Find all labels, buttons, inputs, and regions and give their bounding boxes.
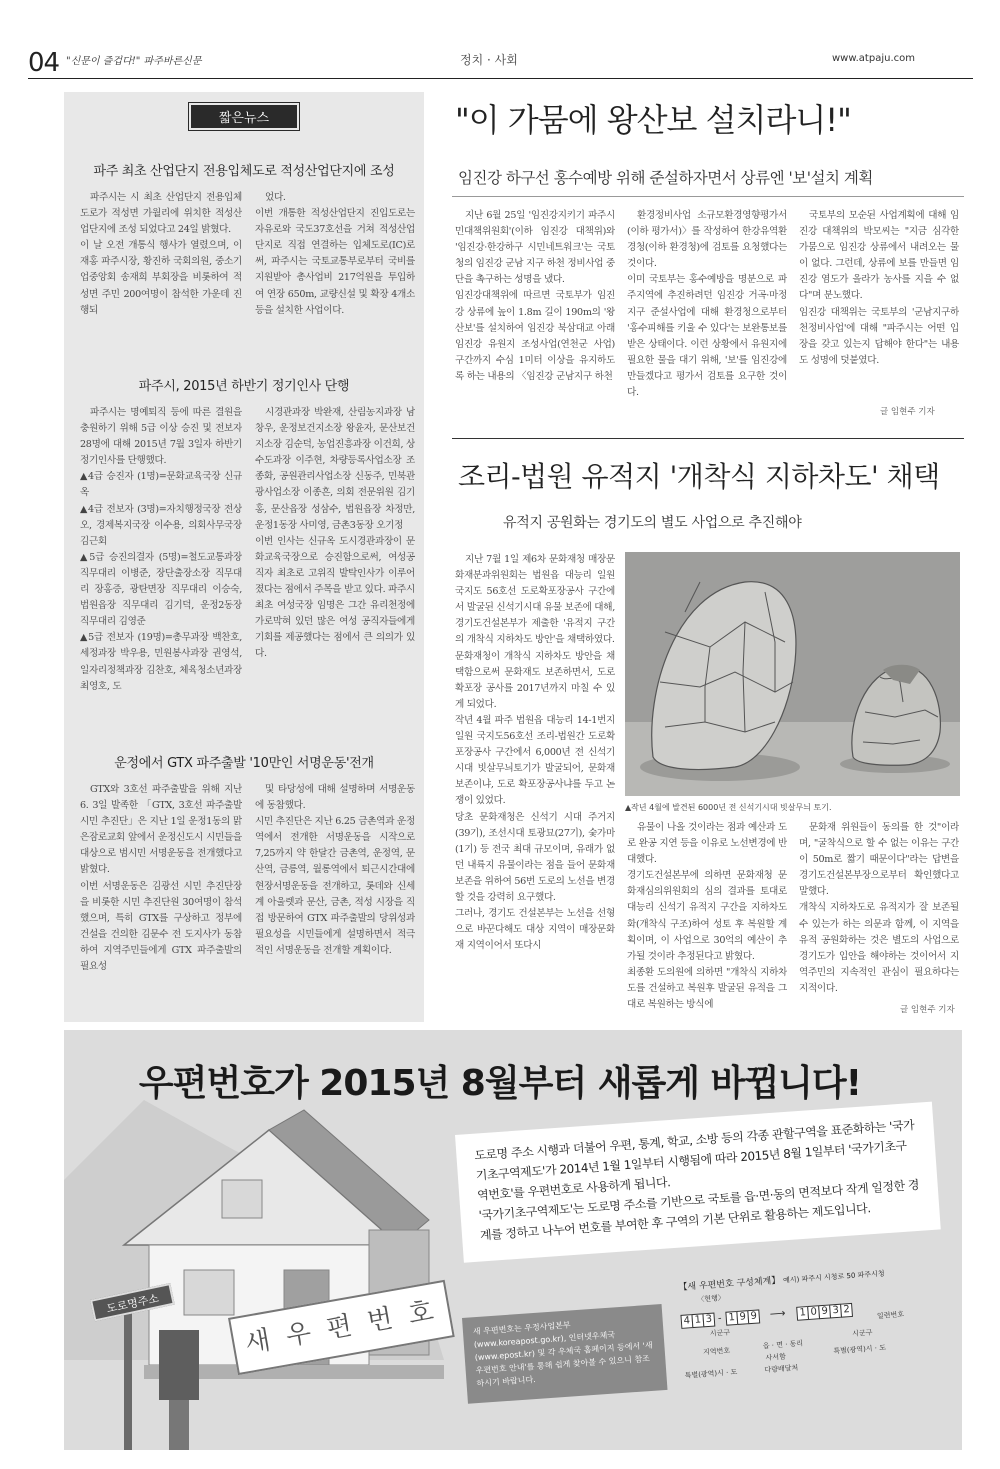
short-news-body-col — [255, 405, 415, 723]
site-url[interactable]: www.atpaju.com — [832, 53, 915, 64]
divider — [452, 196, 964, 197]
article-body-col — [455, 552, 615, 1020]
code-label: 일련번호 — [876, 1310, 905, 1321]
article-subtitle: 유적지 공원화는 경기도의 별도 사업으로 추진해야 — [503, 515, 802, 531]
short-news-headline: 파주시, 2015년 하반기 정기인사 단행 — [138, 379, 350, 394]
byline: 글 임현주 기자 — [900, 1005, 955, 1015]
short-news-body-col — [80, 405, 242, 723]
code-label: 특별(광역)시 · 도 — [833, 1343, 887, 1356]
new-digit: 0 — [807, 1305, 820, 1320]
article-title: "이 가뭄에 왕산보 설치라니!" — [455, 101, 851, 139]
short-news-badge: 짧은뉴스 — [189, 103, 299, 130]
photo-caption: ▲작년 4월에 발견된 6000년 전 신석기시대 빗살무늬 토기. — [625, 803, 832, 812]
code-label: 시군구 — [709, 1328, 731, 1338]
paragraph: 었다. 이번 개통한 적성산업단지 진입도로는 자유로와 국도37호선을 거쳐 적성산업단지로 직접 연결하는 입체도로(IC)로써, 파주시는 국토교통부로부터 국비를 지원받아 총사업비 217억원을 투입하여 연장 650m, 교량신설 및 확장 4개소 등을 설치한 사업이다. — [255, 192, 415, 316]
dash: - — [717, 1313, 722, 1325]
code-label: 사서함 — [765, 1352, 787, 1363]
paragraph: 지난 6월 25일 '임진강지키기 파주시민대책위원회'(이하 임진강 대책위)와 '임진강·한강하구 시민네트워크'는 국토청의 임진강 군남 지구 하천 정비사업 중단을 촉구하는 성명을 냈다. 임진강대책위에 따르면 국토부가 임진강 상류에 높이 1.8m 길이 190m의 '왕산보'를 설치하여 임진강 북삼대교 아래 임진강 유원지 조성사업(연천군 사업) 구간까지 수심 1미터 이상을 유지하도록 하는 내용의 〈임진강 군남지구 하천 — [455, 210, 615, 382]
byline: 글 임현주 기자 — [880, 407, 935, 417]
code-label: 읍 · 면 · 동리 — [762, 1339, 804, 1351]
ad-body-text: 도로명 주소 시행과 더불어 우편, 통계, 학교, 소방 등의 각종 관할구역을 표준화하는 '국가기초구역제도'가 2014년 1월 1일부터 시행됨에 따라 2015년 8월 1일부터 '국가기초구역번호'를 우편번호로 사용하게 됩니다. '국가기초구역제도'는 도로명 주소를 기반으로 국토를 읍·면·동의 면적보다 작게 일정한 경계를 정하고 나누어 번호를 부여한 후 구역의 기본 단위로 활용하는 제도입니다. — [474, 1117, 920, 1243]
article-body-col — [799, 208, 959, 398]
section-name: 정치 · 사회 — [460, 53, 518, 67]
short-news-body-col — [80, 782, 242, 1012]
code-label: 지역번호 — [702, 1346, 731, 1357]
short-news-body-col — [80, 190, 242, 355]
new-postal-code-stamp: 새 우 편 번 호 — [228, 1280, 455, 1375]
short-news-headline: 운정에서 GTX 파주출발 '10만인 서명운동'전개 — [114, 756, 374, 771]
old-digit: 3 — [702, 1313, 715, 1328]
paragraph: 문화재 위원들이 동의를 한 것"이라며, "굴착식으로 할 수 없는 이유는 구간이 50m로 짧기 때문이다"라는 답변을 경기도건설본부장으로부터 확인했다고 말했다. 개착식 지하차도로 유적지가 잘 보존될 수 있는가 하는 의문과 함께, 이 지역을 유적 공원화하는 것은 별도의 사업으로 경기도가 입안을 해야하는 것이어서 지역주민의 지속적인 관심이 필요하다는 지적이다. — [799, 822, 959, 994]
paragraph: 시경관과장 박완재, 산림농지과장 남창우, 운정보건지소장 왕윤자, 문산보건지소장 김순덕, 농업진흥과장 이건희, 상수도과장 이주현, 차량등록사업소장 조종화, 공원관리사업소장 신동주, 민북관광사업소장 이종흔, 의회 전문위원 김기홍, 문산읍장 성삼수, 법원읍장 차정만, 운정1동장 사미영, 금촌3동장 오기정 이번 인사는 신규옥 도시경관과장이 문화교육국장으로 승진함으로써, 여성공직자 최초로 고위직 발탁인사가 이루어졌다는 점에서 주목을 받고 있다. 파주시 최초 여성국장 임명은 그간 유리천정에 가로막혀 있던 많은 여성 공직자들에게 기회를 제공했다는 점에서 큰 의의가 있다. — [255, 407, 415, 660]
page-number: 04 — [28, 48, 60, 78]
new-digit: 3 — [829, 1304, 842, 1319]
new-digit: 1 — [796, 1306, 809, 1321]
article-body-col — [627, 208, 787, 398]
header-rule — [28, 78, 973, 79]
new-digit: 2 — [840, 1303, 853, 1318]
newspaper-logo: "신문이 즐겁다!" 파주바른신문 — [66, 56, 202, 67]
arrow-icon: ⟶ — [769, 1306, 787, 1321]
paragraph: 지난 7월 1일 제6차 문화재청 매장문화재분과위원회는 법원읍 대능리 일원 국지도 56호선 도로확포장공사 구간에서 발굴된 신석기시대 유물 보존에 대해, 경기도건설본부가 제출한 '유적지 구간의 개착식 지하차도 방안'을 채택하였다. 문화재청이 개착식 지하차도 방안을 채택함으로써 문화재도 보존하면서, 도로 확포장 공사를 2017년까지 마칠 수 있게 되었다. 작년 4월 파주 법원읍 대능리 14-1번지 일원 국지도56호선 조리-법원간 도로확포장공사 구간에서 6,000년 전 신석기시대 빗살무늬토기가 발굴되어, 문화재 보존이냐, 도로 확포장공사냐를 두고 논쟁이 있었다. 당초 문화재청은 신석기 시대 주거지(39기), 조선시대 토광묘(27기), 숯가마(1기) 등 전국 최대 규모이며, 유래가 없던 내륙지 유물이라는 점을 들어 문화재 보존을 위하여 56번 도로의 노선을 변경할 것을 강력히 요구했다. 그러나, 경기도 건설본부는 노선을 선형으로 바꾼다해도 대상 지역이 매장문화재 지역이어서 또다시 — [455, 554, 615, 952]
divider — [452, 438, 964, 439]
current-label: 〈현행〉 — [697, 1293, 726, 1304]
road-address-sign: 도로명주소 — [90, 1283, 175, 1322]
structure-title: 【새 우편번호 구성체계】 — [678, 1275, 781, 1293]
old-digit: 9 — [736, 1310, 749, 1325]
code-label: 시군구 — [851, 1328, 873, 1338]
article-subtitle: 임진강 하구선 홍수예방 위해 준설하자면서 상류엔 '보'설치 계획 — [458, 169, 873, 187]
short-news-headline: 파주 최초 산업단지 전용입체도로 적성산업단지에 조성 — [93, 164, 395, 179]
article-body-col — [799, 820, 959, 1000]
pottery-photo — [625, 552, 960, 796]
paragraph: 유물이 나올 것이라는 점과 예산과 도로 완공 지연 등을 이유로 노선변경에 반대했다. 경기도건설본부에 의하면 문화재청 문화재심의위원회의 심의 결과를 토대로 대능리 신석기 유적지 구간을 지하차도화(개착식 구조)하여 성토 후 복원할 계획이며, 이 사업으로 30억의 예산이 추가될 것이라 추정된다고 밝혔다. 최종환 도의원에 의하면 "개착식 지하차도를 건설하고 복원후 발굴된 유적을 그대로 복원하는 방식에 — [627, 822, 787, 1011]
code-label: 특별(광역)시 · 도 — [684, 1368, 738, 1380]
short-news-body-col — [255, 190, 415, 355]
paragraph: 환경정비사업 소규모환경영향평가서(이하 평가서)〉를 작성하여 한강유역환경청(이하 환경청)에 검토를 요청했다는 것이다. 이미 국토부는 홍수예방을 명분으로 파주지역에 추진하려던 임진강 거곡·마정지구 준설사업에 대해 환경청으로부터 '홍수피해를 키울 수 있다'는 보완통보를 받은 상태이다. 이런 상황에서 유원지에 필요한 물을 대기 위해, '보'를 임진강에 만들겠다고 평가서 검토를 요구한 것이다. — [627, 210, 787, 398]
structure-example: 예시) 파주시 시청로 50 파주시청 — [782, 1269, 885, 1285]
code-label: 다량배달처 — [764, 1363, 799, 1375]
old-digit: 4 — [680, 1314, 693, 1329]
article-body-col — [627, 820, 787, 1020]
ad-headline: 우편번호가 2015년 8월부터 새롭게 바뀝니다! — [138, 1063, 862, 1104]
paragraph: 파주시는 시 최초 산업단지 전용입체도로가 적성면 가월리에 위치한 적성산업단지에 조성 되었다고 24일 밝혔다. 이 날 오전 개통식 행사가 열렸으며, 이재홍 파주시장, 황진하 국회의원, 중소기업중앙회 송재희 부회장을 비롯하여 적성면 주민 200여명이 참석한 가운데 진행되 — [80, 192, 242, 316]
article-body-col — [455, 208, 615, 398]
new-digit: 9 — [818, 1304, 831, 1319]
old-digit: 1 — [691, 1313, 704, 1328]
pottery-illustration — [625, 552, 960, 796]
article-title: 조리-법원 유적지 '개착식 지하차도' 채택 — [458, 460, 940, 493]
paragraph: 파주시는 명예퇴직 등에 따른 결원을 충원하기 위해 5급 이상 승진 및 전보자 28명에 대해 2015년 7월 3일자 하반기 정기인사를 단행했다. ▲4급 승진자 (1명)=문화교육국장 신규옥 ▲4급 전보자 (3명)=자치행정국장 전상오, 경제복지국장 이수용, 의회사무국장 김근회 ▲5급 승진의결자 (5명)=철도교통과장 직무대리 이병준, 장단출장소장 직무대리 장홍증, 광탄면장 직무대리 이승숙, 법원읍장 직무대리 김기덕, 운정2동장 직무대리 김영준 ▲5급 전보자 (19명)=총무과장 백찬호, 세정과장 박우용, 민원봉사과장 권영석, 일자리정책과장 김찬호, 체육청소년과장 최영호, 도 — [80, 407, 242, 692]
postal-code-structure — [678, 1262, 946, 1400]
old-digit: 9 — [747, 1309, 760, 1324]
paragraph: 국토부의 모순된 사업계획에 대해 임진강 대책위의 박모씨는 "지금 심각한 가뭄으로 임진강 상류에서 내려오는 물이 없다. 그런데, 상류에 보를 만들면 임진강 염도가 올라가 농사를 지을 수 없다"며 분노했다. 임진강 대책위는 국토부의 '군남지구하천정비사업'에 대해 "파주시는 어떤 입장을 갖고 있는지 답해야 한다"는 내용도 성명에 덧붙였다. — [799, 210, 959, 366]
ad-notice: 새 우편번호는 우정사업본부(www.koreapost.go.kr), 인터넷우체국(www.epost.kr) 및 각 우체국 홈페이지 등에서 '새 우편번호 안내'를 통해 쉽게 찾아볼 수 있으니 참조하시기 바랍니다. — [462, 1304, 668, 1404]
old-digit: 1 — [725, 1311, 738, 1326]
paragraph: 및 타당성에 대해 설명하며 서명운동에 동참했다. 시민 추진단은 지난 6.25 금촌역과 운정역에서 전개한 서명운동을 시작으로 7,25까지 약 한달간 금촌역, 운정역, 문산역, 금릉역, 월롱역에서 퇴근시간대에 현장서명운동을 전개하고, 롯데와 신세계 아울렛과 문산, 금촌, 적성 시장을 직접 방문하여 GTX 파주출발의 당위성과 필요성을 시민들에게 설명하면서 적극적인 서명운동을 전개할 계획이다. — [255, 784, 415, 956]
short-news-body-col — [255, 782, 415, 1012]
paragraph: GTX와 3호선 파주출발을 위해 지난 6. 3일 발족한 「GTX, 3호선 파주출발 시민 추진단」은 지난 1일 운정1동의 맑은잠로교회 앞에서 운정신도시 시민들을 대상으로 범시민 서명운동을 전개했다고 밝혔다. 이번 서명운동은 김광선 시민 추진단장을 비롯한 시민 추진단원 30여명이 참석했으며, 특히 GTX를 구상하고 정부에 건설을 건의한 김문수 전 도지사가 동참하여 지역주민들에게 GTX 파주출발의 필요성 — [80, 784, 242, 973]
